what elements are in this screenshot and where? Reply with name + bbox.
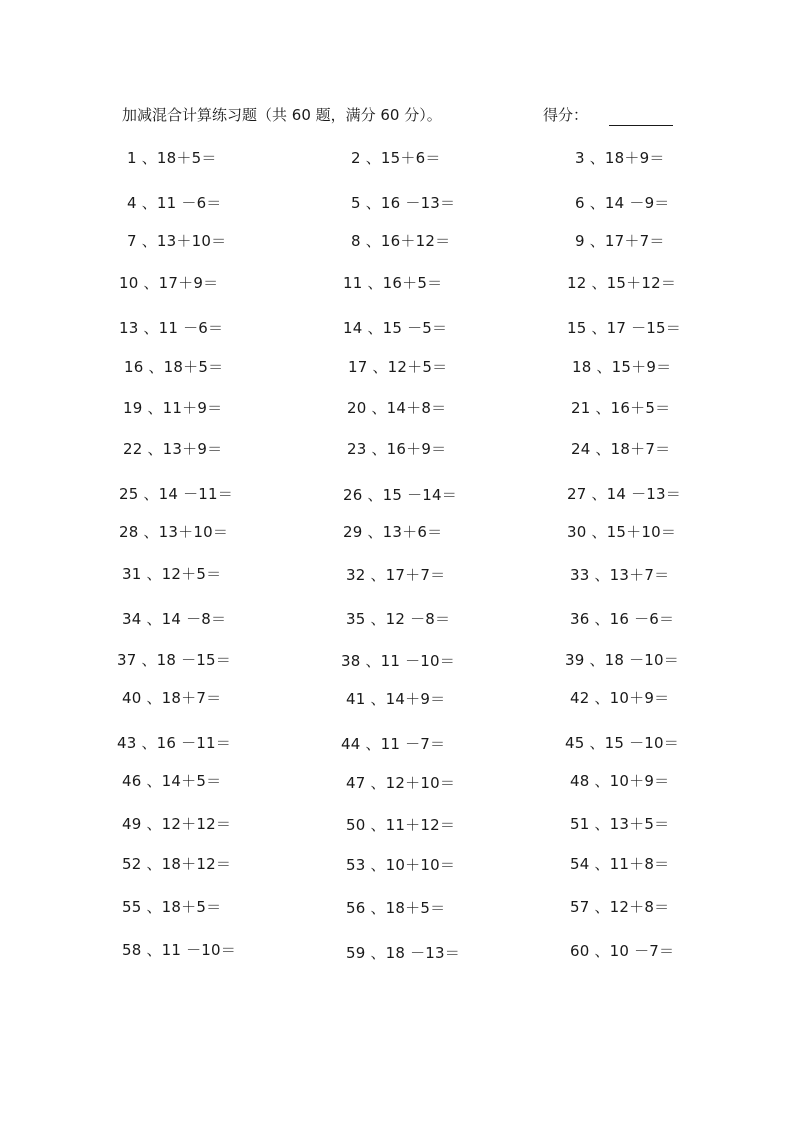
problem-item: 14 、15 －5＝ (343, 319, 448, 337)
problem-item: 29 、13＋6＝ (343, 523, 443, 541)
problem-item: 45 、15 －10＝ (565, 734, 679, 752)
problem-item: 42 、10＋9＝ (570, 689, 670, 707)
problem-item: 16 、18＋5＝ (124, 358, 224, 376)
problem-item: 2 、15＋6＝ (351, 149, 441, 167)
problem-item: 36 、16 －6＝ (570, 610, 675, 628)
problem-item: 37 、18 －15＝ (117, 651, 231, 669)
problem-item: 7 、13＋10＝ (127, 232, 227, 250)
problem-item: 32 、17＋7＝ (346, 566, 446, 584)
score-label: 得分： (543, 106, 589, 124)
problem-item: 10 、17＋9＝ (119, 274, 219, 292)
problem-item: 8 、16＋12＝ (351, 232, 451, 250)
problem-item: 47 、12＋10＝ (346, 774, 456, 792)
problem-item: 3 、18＋9＝ (575, 149, 665, 167)
problem-item: 48 、10＋9＝ (570, 772, 670, 790)
problem-item: 53 、10＋10＝ (346, 856, 456, 874)
problem-item: 27 、14 －13＝ (567, 485, 681, 503)
problem-item: 49 、12＋12＝ (122, 815, 232, 833)
problem-item: 22 、13＋9＝ (123, 440, 223, 458)
problem-item: 1 、18＋5＝ (127, 149, 217, 167)
problem-item: 30 、15＋10＝ (567, 523, 677, 541)
problem-item: 46 、14＋5＝ (122, 772, 222, 790)
problem-item: 15 、17 －15＝ (567, 319, 681, 337)
problem-item: 44 、11 －7＝ (341, 735, 446, 753)
problem-item: 21 、16＋5＝ (571, 399, 671, 417)
problem-item: 33 、13＋7＝ (570, 566, 670, 584)
problem-item: 41 、14＋9＝ (346, 690, 446, 708)
problem-item: 24 、18＋7＝ (571, 440, 671, 458)
problem-item: 12 、15＋12＝ (567, 274, 677, 292)
problem-item: 57 、12＋8＝ (570, 898, 670, 916)
problem-item: 38 、11 －10＝ (341, 652, 455, 670)
problem-item: 26 、15 －14＝ (343, 486, 457, 504)
problem-item: 19 、11＋9＝ (123, 399, 223, 417)
problem-item: 34 、14 －8＝ (122, 610, 227, 628)
problem-item: 9 、17＋7＝ (575, 232, 665, 250)
problem-item: 35 、12 －8＝ (346, 610, 451, 628)
problem-item: 20 、14＋8＝ (347, 399, 447, 417)
problem-item: 13 、11 －6＝ (119, 319, 224, 337)
problem-item: 59 、18 －13＝ (346, 944, 460, 962)
problem-item: 43 、16 －11＝ (117, 734, 231, 752)
problem-item: 40 、18＋7＝ (122, 689, 222, 707)
problem-item: 60 、10 －7＝ (570, 942, 675, 960)
problem-item: 58 、11 －10＝ (122, 941, 236, 959)
problem-item: 11 、16＋5＝ (343, 274, 443, 292)
problem-item: 25 、14 －11＝ (119, 485, 233, 503)
problem-item: 52 、18＋12＝ (122, 855, 232, 873)
problem-item: 23 、16＋9＝ (347, 440, 447, 458)
problem-item: 18 、15＋9＝ (572, 358, 672, 376)
problem-item: 55 、18＋5＝ (122, 898, 222, 916)
problem-item: 31 、12＋5＝ (122, 565, 222, 583)
problem-item: 5 、16 －13＝ (351, 194, 456, 212)
problem-item: 6 、14 －9＝ (575, 194, 670, 212)
problem-item: 4 、11 －6＝ (127, 194, 222, 212)
problem-item: 56 、18＋5＝ (346, 899, 446, 917)
problem-item: 17 、12＋5＝ (348, 358, 448, 376)
problem-item: 39 、18 －10＝ (565, 651, 679, 669)
worksheet-title: 加减混合计算练习题（共 60 题，满分 60 分）。 (122, 106, 442, 124)
problem-item: 51 、13＋5＝ (570, 815, 670, 833)
problem-item: 50 、11＋12＝ (346, 816, 456, 834)
problem-item: 54 、11＋8＝ (570, 855, 670, 873)
problem-item: 28 、13＋10＝ (119, 523, 229, 541)
